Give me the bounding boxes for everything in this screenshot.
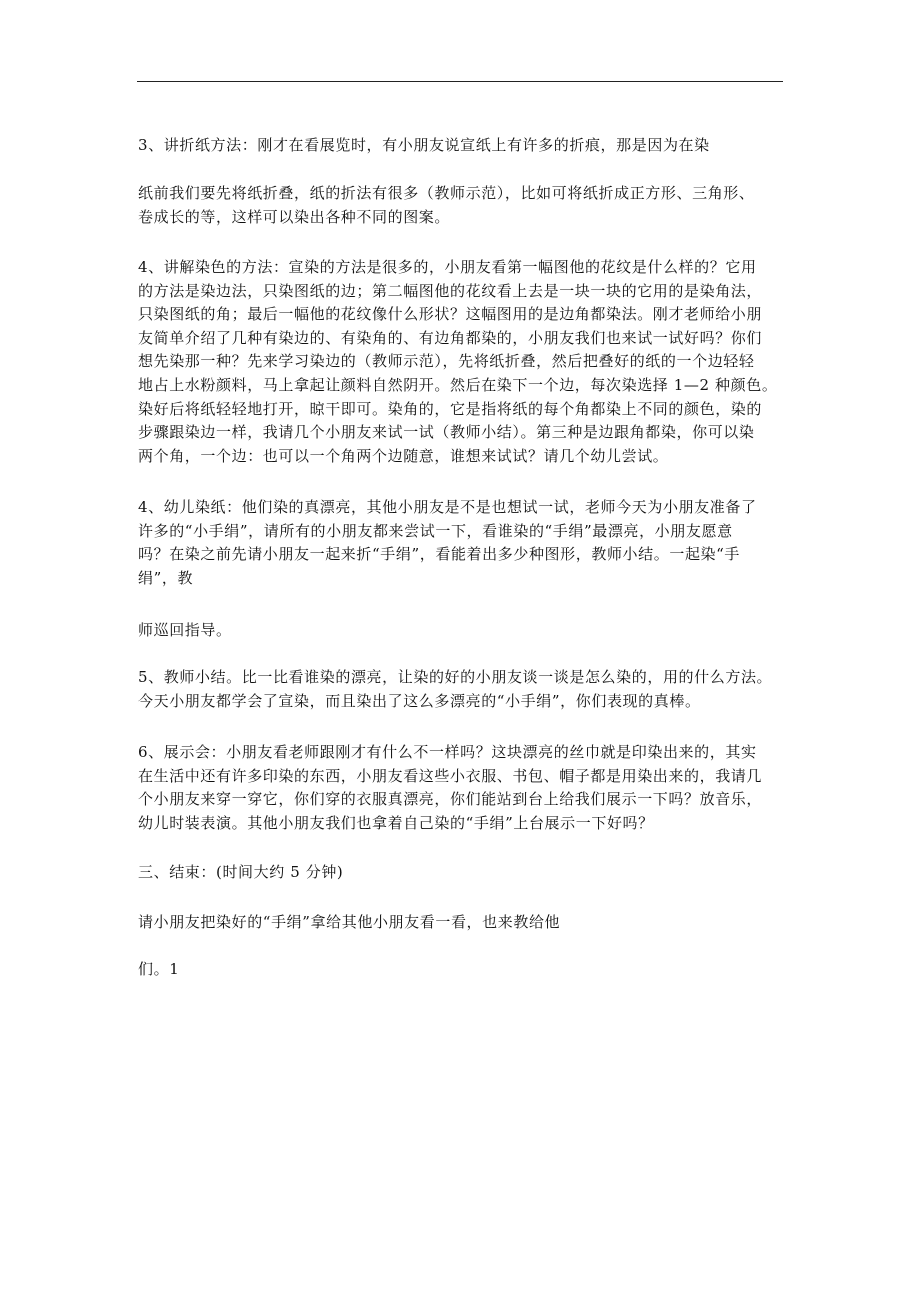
header-rule xyxy=(137,81,783,82)
paragraph-children-dyeing: 4、幼儿染纸：他们染的真漂亮，其他小朋友是不是也想试一试，老师今天为小朋友准备了 许多的“小手绢”，请所有的小朋友都来尝试一下，看谁染的“手绢”最漂亮，小朋友愿意 吗？在染之前先请小朋友一起来折“手绢”，看能着出多少种图形，教师小结。一起染“手 绢”，教 xyxy=(138,498,757,587)
paragraph-dyeing-methods: 4、讲解染色的方法：宣染的方法是很多的，小朋友看第一幅图他的花纹是什么样的？它用 的方法是染边法，只染图纸的边；第二幅图他的花纹看上去是一块一块的它用的是染角法， 只染图纸的角；最后一幅他的花纹像什么形状？这幅图用的是边角都染法。刚才老师给小朋 友简单介绍了几种有染边的、有染角的、有边角都染的，小朋友我们也来试一试好吗？你们 想先染那一种？先来学习染边的（教师示范），先将纸折叠，然后把叠好的纸的一个边轻轻 地占上水粉颜料，马上拿起让颜料自然阴开。然后在染下一个边，每次染选择 1—2 种颜色。 染好后将纸轻轻地打开，晾干即可。染角的，它是指将纸的每个角都染上不同的颜色，染的 步骤跟染边一样，我请几个小朋友来试一试（教师小结）。第三种是边跟角都染，你可以染 两个角，一个边：也可以一个角两个边随意，谁想来试试？请几个幼儿尝试。 xyxy=(138,258,778,465)
paragraph-showcase: 6、展示会：小朋友看老师跟刚才有什么不一样吗？这块漂亮的丝巾就是印染出来的，其实 在生活中还有许多印染的东西，小朋友看这些小衣服、书包、帽子都是用染出来的，我请几 个小朋友来穿一穿它，你们穿的衣服真漂亮，你们能站到台上给我们展示一下吗？放音乐， 幼儿时装表演。其他小朋友我们也拿着自己染的“手绢”上台展示一下好吗？ xyxy=(138,743,763,832)
paragraph-teacher-summary: 5、教师小结。比一比看谁染的漂亮，让染的好的小朋友谈一谈是怎么染的，用的什么方法。 今天小朋友都学会了宣染，而且染出了这么多漂亮的“小手绢”，你们表现的真棒。 xyxy=(138,668,773,710)
section-heading-ending: 三、结束：(时间大约 5 分钟) xyxy=(138,863,344,881)
paragraph-fold-method-intro: 3、讲折纸方法：刚才在看展览时，有小朋友说宣纸上有许多的折痕，那是因为在染 xyxy=(138,136,710,154)
paragraph-fold-method-detail: 纸前我们要先将纸折叠，纸的折法有很多（教师示范），比如可将纸折成正方形、三角形、 卷成长的等，这样可以染出各种不同的图案。 xyxy=(138,184,755,226)
paragraph-teacher-guidance: 师巡回指导。 xyxy=(138,621,232,639)
paragraph-ending: 请小朋友把染好的“手绢”拿给其他小朋友看一看，也来教给他 xyxy=(138,913,561,931)
paragraph-ending-continued: 们。1 xyxy=(138,960,180,978)
